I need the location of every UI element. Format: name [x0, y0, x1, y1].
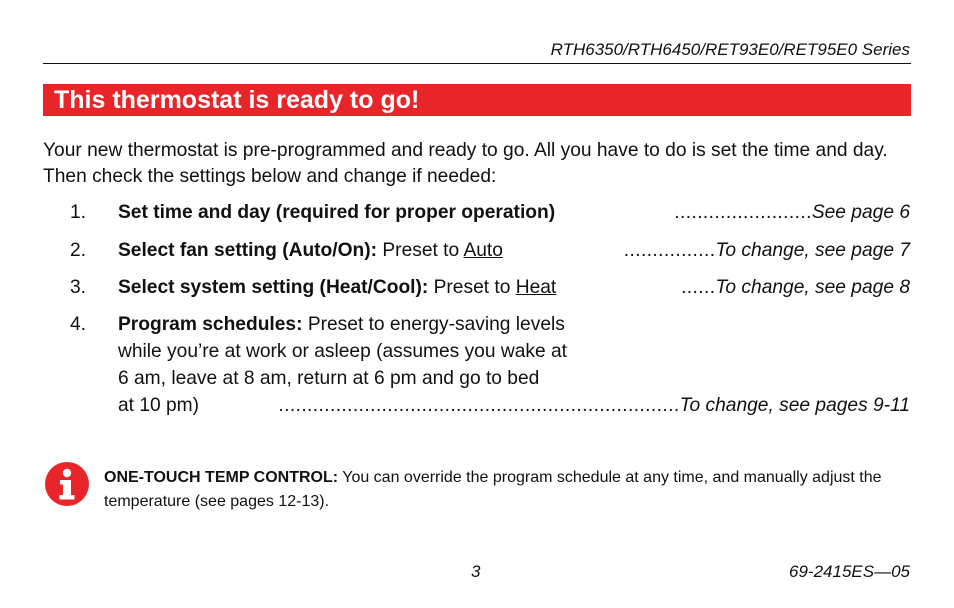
page-reference: See page 6 — [811, 202, 910, 223]
item-number: 4. — [70, 314, 87, 335]
preset-value: Heat — [515, 277, 557, 298]
item-heading: Program schedules: — [118, 314, 303, 335]
preset-value: Auto — [463, 240, 503, 261]
preset-label: Preset to — [428, 277, 516, 298]
item-heading: Select system setting (Heat/Cool) — [118, 277, 422, 298]
leader-dots: ................ — [623, 240, 716, 261]
item-heading: Select fan setting (Auto/On) — [118, 240, 371, 261]
series-header: RTH6350/RTH6450/RET93E0/RET95E0 Series — [550, 40, 910, 59]
note-text — [104, 466, 906, 514]
document-number: 69-2415ES—05 — [789, 562, 910, 581]
item-text-line: Preset to energy-saving levels — [302, 314, 565, 335]
leader-dots: ...................................................................... — [278, 395, 680, 416]
leader-dots: ...... — [675, 277, 716, 298]
info-icon — [45, 462, 89, 506]
header-rule — [43, 63, 911, 64]
item-number: 1. — [70, 202, 87, 223]
item-text-line: at 10 pm) — [118, 395, 205, 416]
note-body: You can override the program schedule at any time, and manually adjust the temperature (see pages 12-13). — [104, 469, 882, 510]
preset-label: Preset to — [377, 240, 464, 261]
page-title: This thermostat is ready to go! — [54, 86, 420, 114]
item-text-line: while you’re at work or asleep (assumes you wake at — [118, 341, 567, 362]
leader-dots: ........................ — [674, 202, 812, 223]
page-number: 3 — [471, 562, 481, 581]
item-colon: : — [421, 277, 429, 298]
item-number: 3. — [70, 277, 87, 298]
item-heading: Set time and day (required for proper operation) — [118, 202, 556, 223]
note-label: ONE-TOUCH TEMP CONTROL: — [104, 469, 339, 486]
page-reference: To change, see pages 9-11 — [679, 395, 910, 416]
item-text-line: 6 am, leave at 8 am, return at 6 pm and go to bed — [118, 368, 540, 389]
title-banner — [43, 84, 911, 116]
intro-paragraph: Your new thermostat is pre-programmed and ready to go. All you have to do is set the time and day. Then check the settings below and change if needed: — [43, 140, 888, 187]
page-reference: To change, see page 8 — [715, 277, 910, 298]
item-colon: : — [370, 240, 378, 261]
item-number: 2. — [70, 240, 87, 261]
page-reference: To change, see page 7 — [715, 240, 910, 261]
